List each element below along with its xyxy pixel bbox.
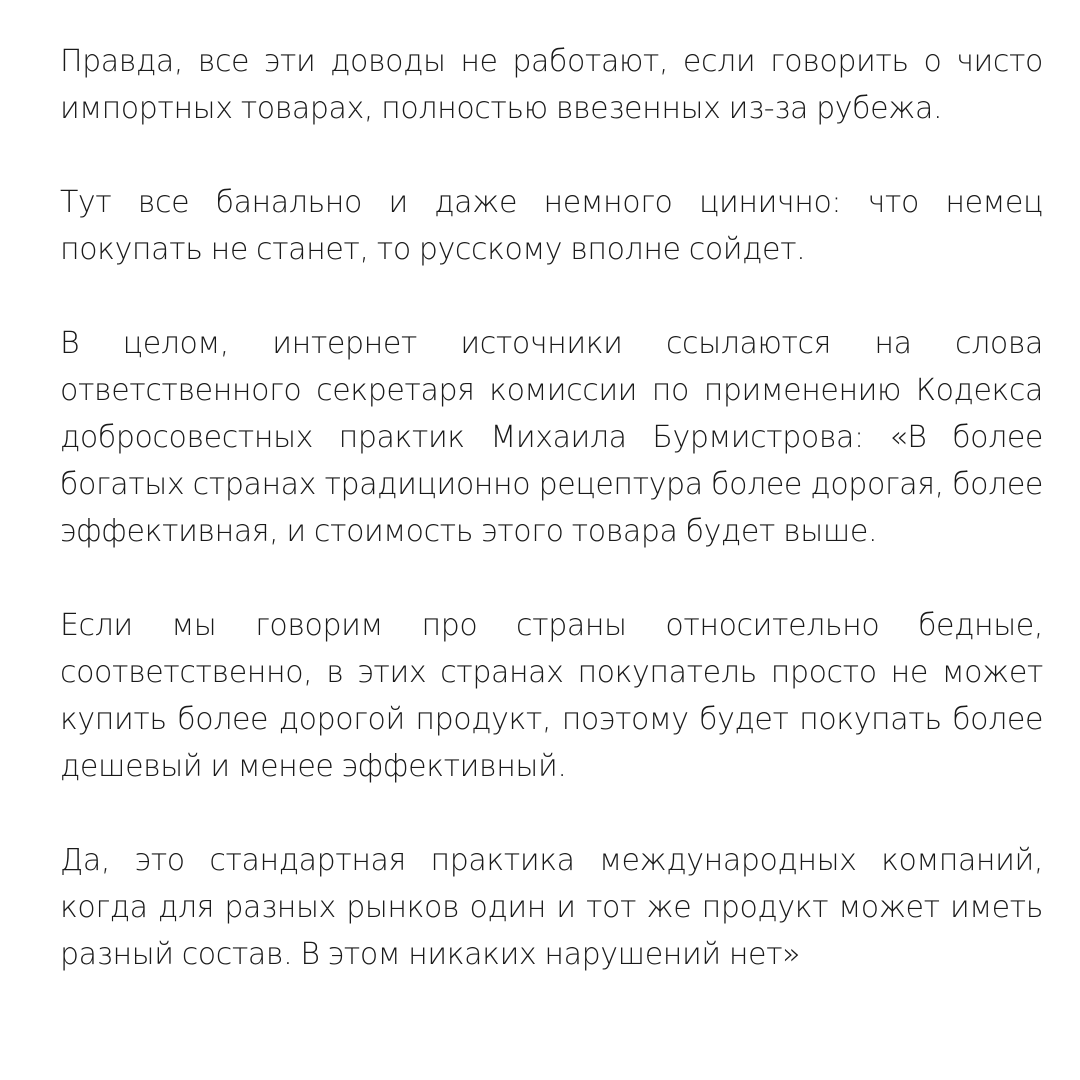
paragraph-standard-practice: Да, это стандартная практика международных компаний, когда для разных рынков один и тот же продукт может иметь разный состав. В этом никаких нарушений нет» — [60, 843, 1043, 972]
document-body — [60, 38, 1043, 978]
paragraph-quote-start: В целом, интернет источники ссылаются на слова ответственного секретаря комиссии по применению Кодекса добросовестных практик Михаила Бурмистрова: «В более богатых странах традиционно рецептура более дорогая, более эффективная, и стоимость этого товара будет выше. — [60, 326, 1043, 549]
paragraph-poor-countries: Если мы говорим про страны относительно бедные, соответственно, в этих странах покупатель просто не может купить более дорогой продукт, поэтому будет покупать более дешевый и менее эффективный. — [60, 608, 1043, 784]
paragraph-imports: Правда, все эти доводы не работают, если говорить о чисто импортных товарах, полностью ввезенных из-за рубежа. — [60, 44, 1043, 126]
paragraph-cynical: Тут все банально и даже немного цинично: что немец покупать не станет, то русскому вполне сойдет. — [60, 185, 1043, 267]
